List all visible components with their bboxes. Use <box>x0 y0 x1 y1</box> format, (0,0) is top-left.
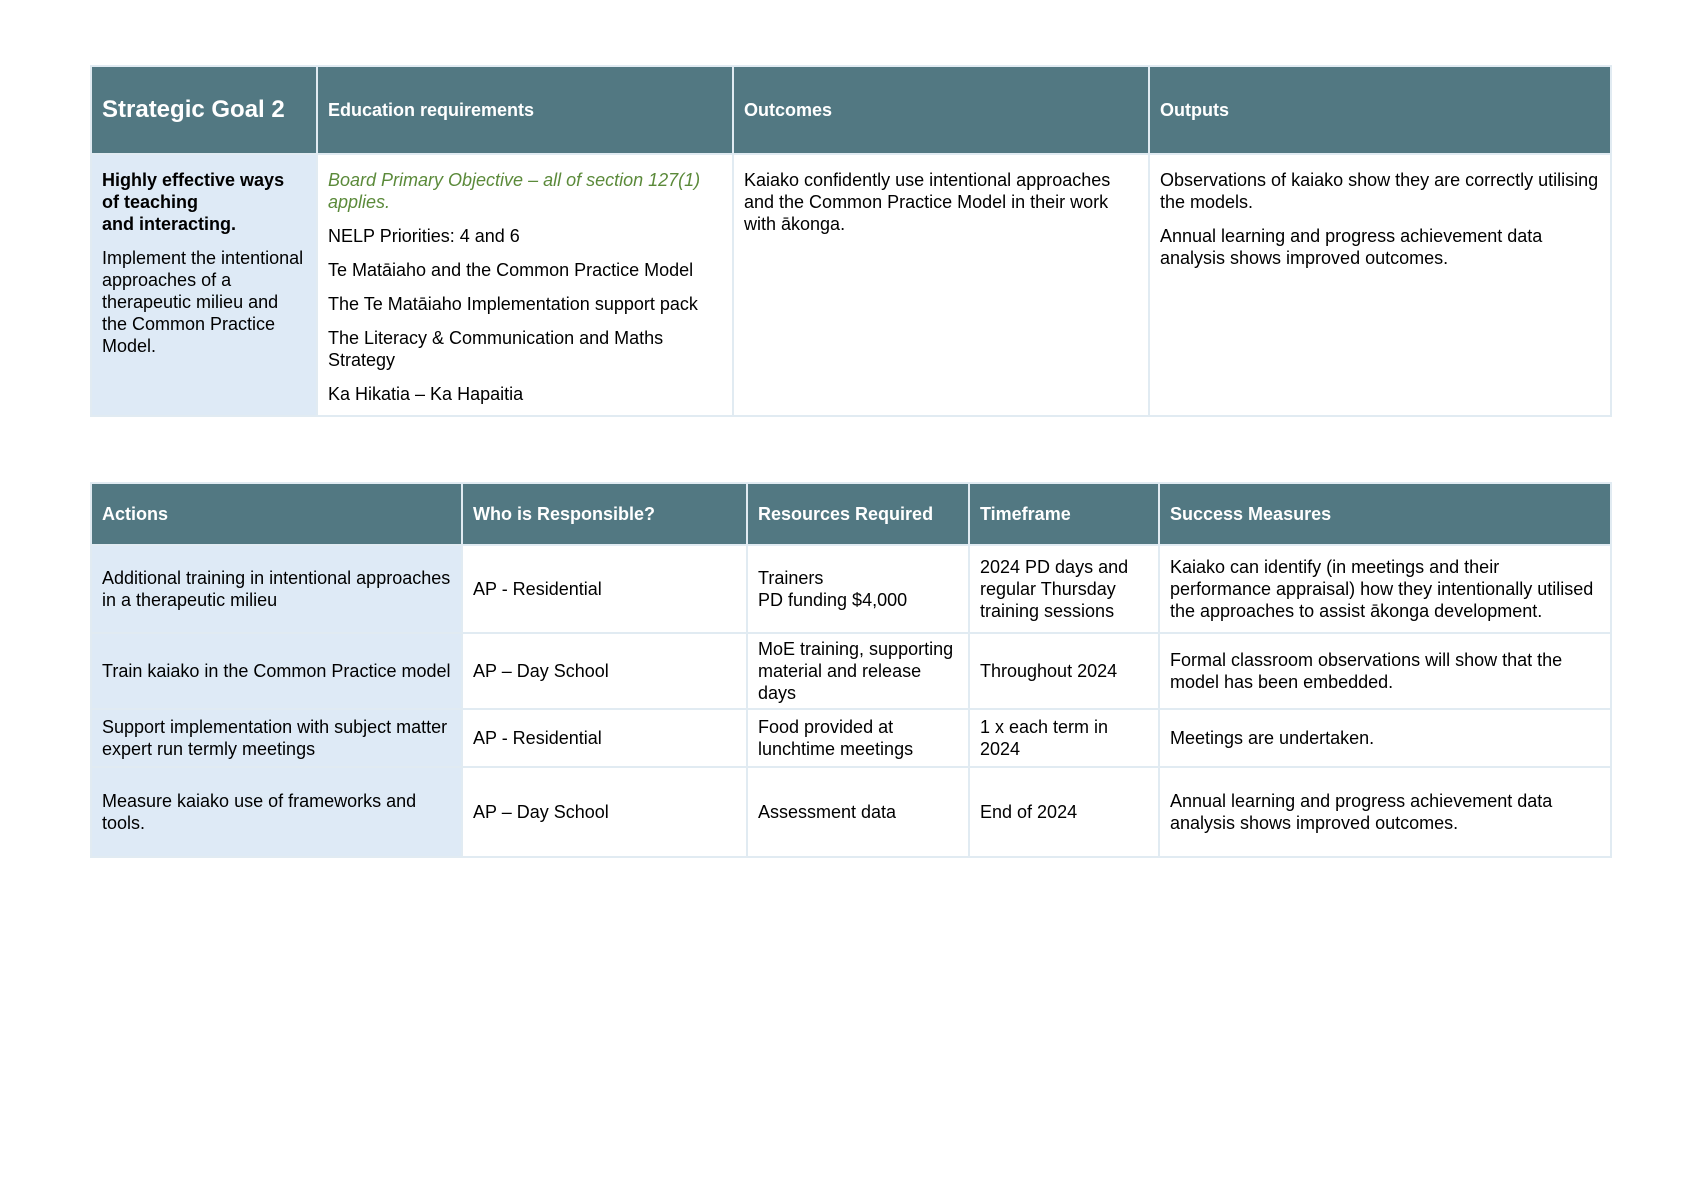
actions-table-header-row <box>91 483 1611 545</box>
responsible-cell: AP – Day School <box>462 767 747 857</box>
outputs-cell <box>1149 154 1611 416</box>
goal-description: Implement the intentional approaches of a therapeutic milieu and the Common Practice Model. <box>102 248 304 356</box>
table-row <box>91 709 1611 767</box>
output-item: Annual learning and progress achievement data analysis shows improved outcomes. <box>1160 226 1543 268</box>
resources-cell: MoE training, supporting material and release days <box>747 633 969 709</box>
goal-heading-line2: and interacting. <box>102 214 237 234</box>
table-row <box>91 633 1611 709</box>
action-cell: Train kaiako in the Common Practice model <box>91 633 462 709</box>
table-row <box>91 767 1611 857</box>
responsible-cell: AP - Residential <box>462 545 747 633</box>
responsible-header: Who is Responsible? <box>462 483 747 545</box>
goal-table-row <box>91 154 1611 416</box>
action-cell: Support implementation with subject matter expert run termly meetings <box>91 709 462 767</box>
resources-cell: Food provided at lunchtime meetings <box>747 709 969 767</box>
success-measures-cell: Kaiako can identify (in meetings and their performance appraisal) how they intentionally utilised the approaches to assist ākonga development. <box>1159 545 1611 633</box>
resources-cell: Assessment data <box>747 767 969 857</box>
success-measures-cell: Meetings are undertaken. <box>1159 709 1611 767</box>
timeframe-cell: End of 2024 <box>969 767 1159 857</box>
timeframe-cell: 2024 PD days and regular Thursday training sessions <box>969 545 1159 633</box>
timeframe-cell: 1 x each term in 2024 <box>969 709 1159 767</box>
education-requirements-header: Education requirements <box>317 66 733 154</box>
strategic-goal-title: Strategic Goal 2 <box>91 66 317 154</box>
responsible-cell: AP - Residential <box>462 709 747 767</box>
outcomes-cell <box>733 154 1149 416</box>
outputs-header: Outputs <box>1149 66 1611 154</box>
resources-header: Resources Required <box>747 483 969 545</box>
goal-heading <box>102 169 306 235</box>
output-item: Observations of kaiako show they are correctly utilising the models. <box>1160 170 1599 212</box>
action-cell: Additional training in intentional approaches in a therapeutic milieu <box>91 545 462 633</box>
education-item: Te Matāiaho and the Common Practice Model <box>328 260 694 280</box>
timeframe-cell: Throughout 2024 <box>969 633 1159 709</box>
education-requirements-cell <box>317 154 733 416</box>
resources-cell <box>747 545 969 633</box>
education-item: Ka Hikatia – Ka Hapaitia <box>328 384 524 404</box>
education-item: The Te Matāiaho Implementation support pack <box>328 294 698 314</box>
outcomes-text: Kaiako confidently use intentional approaches and the Common Practice Model in their work with ākonga. <box>744 170 1111 234</box>
goal-table-header-row <box>91 66 1611 154</box>
table-row <box>91 545 1611 633</box>
strategic-goal-table <box>90 65 1612 417</box>
resources-line: PD funding $4,000 <box>758 590 908 610</box>
resources-line: Trainers <box>758 568 824 588</box>
success-measures-cell: Formal classroom observations will show that the model has been embedded. <box>1159 633 1611 709</box>
outcomes-header: Outcomes <box>733 66 1149 154</box>
education-item: The Literacy & Communication and Maths Strategy <box>328 328 664 370</box>
responsible-cell: AP – Day School <box>462 633 747 709</box>
board-primary-objective: Board Primary Objective – all of section 127(1) applies. <box>328 170 701 212</box>
success-measures-cell: Annual learning and progress achievement data analysis shows improved outcomes. <box>1159 767 1611 857</box>
timeframe-header: Timeframe <box>969 483 1159 545</box>
goal-cell <box>91 154 317 416</box>
action-cell: Measure kaiako use of frameworks and tools. <box>91 767 462 857</box>
education-item: NELP Priorities: 4 and 6 <box>328 226 520 246</box>
goal-heading-line1: Highly effective ways of teaching <box>102 170 285 212</box>
actions-table <box>90 482 1612 858</box>
actions-header: Actions <box>91 483 462 545</box>
success-measures-header: Success Measures <box>1159 483 1611 545</box>
